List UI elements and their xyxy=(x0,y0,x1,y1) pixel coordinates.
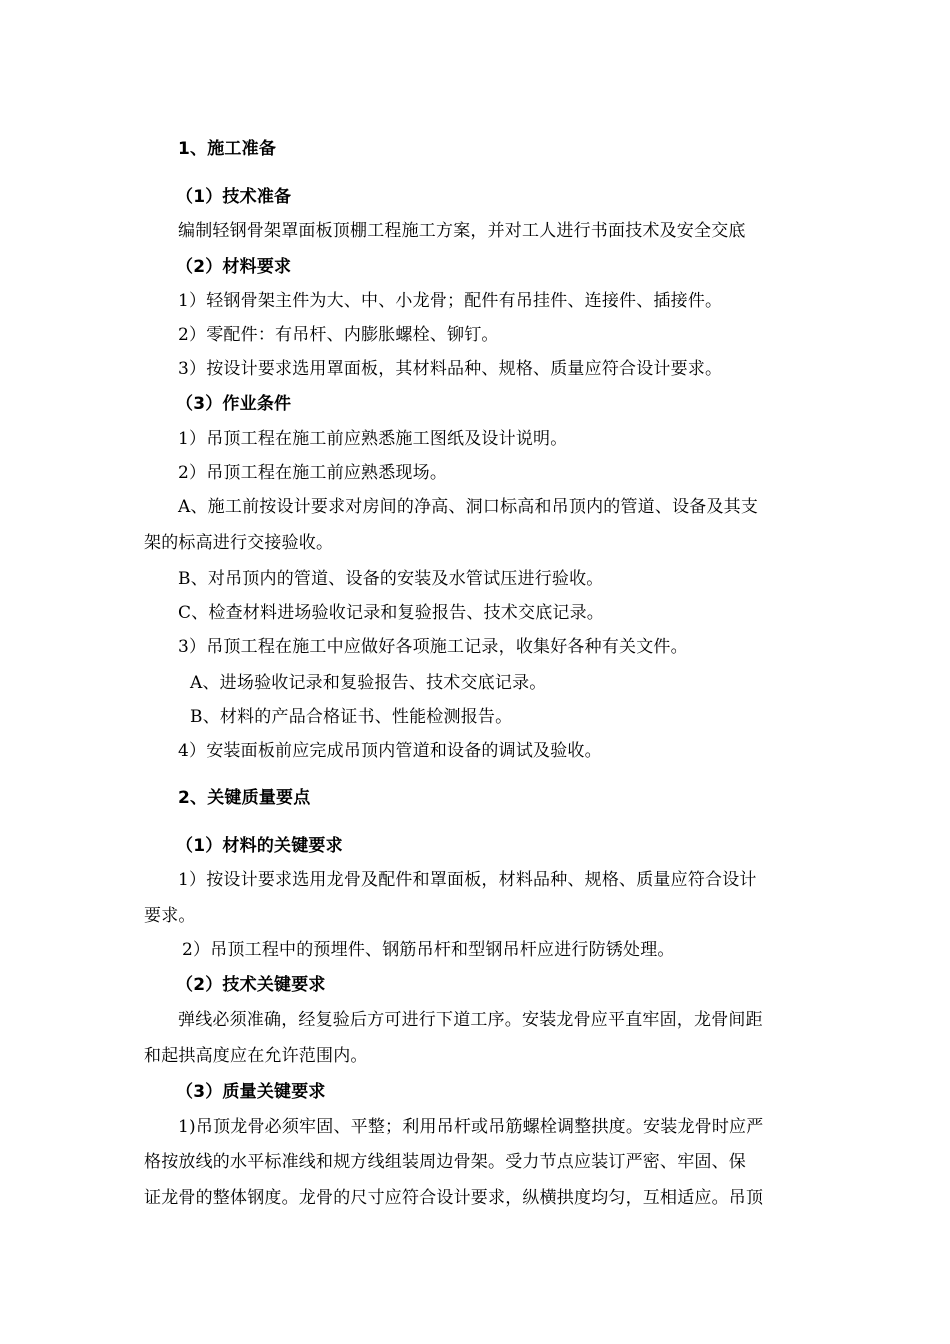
paragraph-line: 1)吊顶龙骨必须牢固、平整；利用吊杆或吊筋螺栓调整拱度。安装龙骨时应严 xyxy=(178,1117,764,1137)
paragraph-line: 1）按设计要求选用龙骨及配件和罩面板，材料品种、规格、质量应符合设计 xyxy=(178,870,757,890)
paragraph-line: 3）按设计要求选用罩面板，其材料品种、规格、质量应符合设计要求。 xyxy=(178,359,723,379)
paragraph-line: 格按放线的水平标准线和规方线组装周边骨架。受力节点应装订严密、牢固、保 xyxy=(144,1152,746,1172)
subheading-quality-key: （3）质量关键要求 xyxy=(176,1082,326,1102)
paragraph-line: 2）吊顶工程在施工前应熟悉现场。 xyxy=(178,463,448,483)
paragraph-line: A、施工前按设计要求对房间的净高、洞口标高和吊顶内的管道、设备及其支 xyxy=(178,497,759,517)
paragraph-line: A、进场验收记录和复验报告、技术交底记录。 xyxy=(190,673,547,693)
paragraph-line: 1）轻钢骨架主件为大、中、小龙骨；配件有吊挂件、连接件、插接件。 xyxy=(178,291,723,311)
paragraph-line: 证龙骨的整体钢度。龙骨的尺寸应符合设计要求，纵横拱度均匀，互相适应。吊顶 xyxy=(144,1188,764,1208)
section-heading-1: 1、施工准备 xyxy=(178,139,277,159)
subheading-technical-prep: （1）技术准备 xyxy=(176,187,292,207)
paragraph-line: 架的标高进行交接验收。 xyxy=(144,533,334,553)
subheading-technical-key: （2）技术关键要求 xyxy=(176,975,326,995)
paragraph-line: 4）安装面板前应完成吊顶内管道和设备的调试及验收。 xyxy=(178,741,602,761)
paragraph-line: B、对吊顶内的管道、设备的安装及水管试压进行验收。 xyxy=(178,569,604,589)
paragraph-line: 弹线必须准确，经复验后方可进行下道工序。安装龙骨应平直牢固，龙骨间距 xyxy=(178,1010,763,1030)
paragraph-line: 和起拱高度应在允许范围内。 xyxy=(144,1046,368,1066)
subheading-material-requirements: （2）材料要求 xyxy=(176,257,292,277)
subheading-work-conditions: （3）作业条件 xyxy=(176,394,292,414)
paragraph-line: 2）吊顶工程中的预埋件、钢筋吊杆和型钢吊杆应进行防锈处理。 xyxy=(182,940,675,960)
paragraph-line: 1）吊顶工程在施工前应熟悉施工图纸及设计说明。 xyxy=(178,429,568,449)
paragraph-line: 3）吊顶工程在施工中应做好各项施工记录，收集好各种有关文件。 xyxy=(178,637,688,657)
subheading-material-key: （1）材料的关键要求 xyxy=(176,836,343,856)
paragraph-line: C、检查材料进场验收记录和复验报告、技术交底记录。 xyxy=(178,603,605,623)
paragraph-line: 要求。 xyxy=(144,906,196,926)
section-heading-2: 2、关键质量要点 xyxy=(178,788,311,808)
paragraph-line: 编制轻钢骨架罩面板顶棚工程施工方案，并对工人进行书面技术及安全交底 xyxy=(178,221,746,241)
paragraph-line: 2）零配件：有吊杆、内膨胀螺栓、铆钉。 xyxy=(178,325,499,345)
paragraph-line: B、材料的产品合格证书、性能检测报告。 xyxy=(190,707,513,727)
